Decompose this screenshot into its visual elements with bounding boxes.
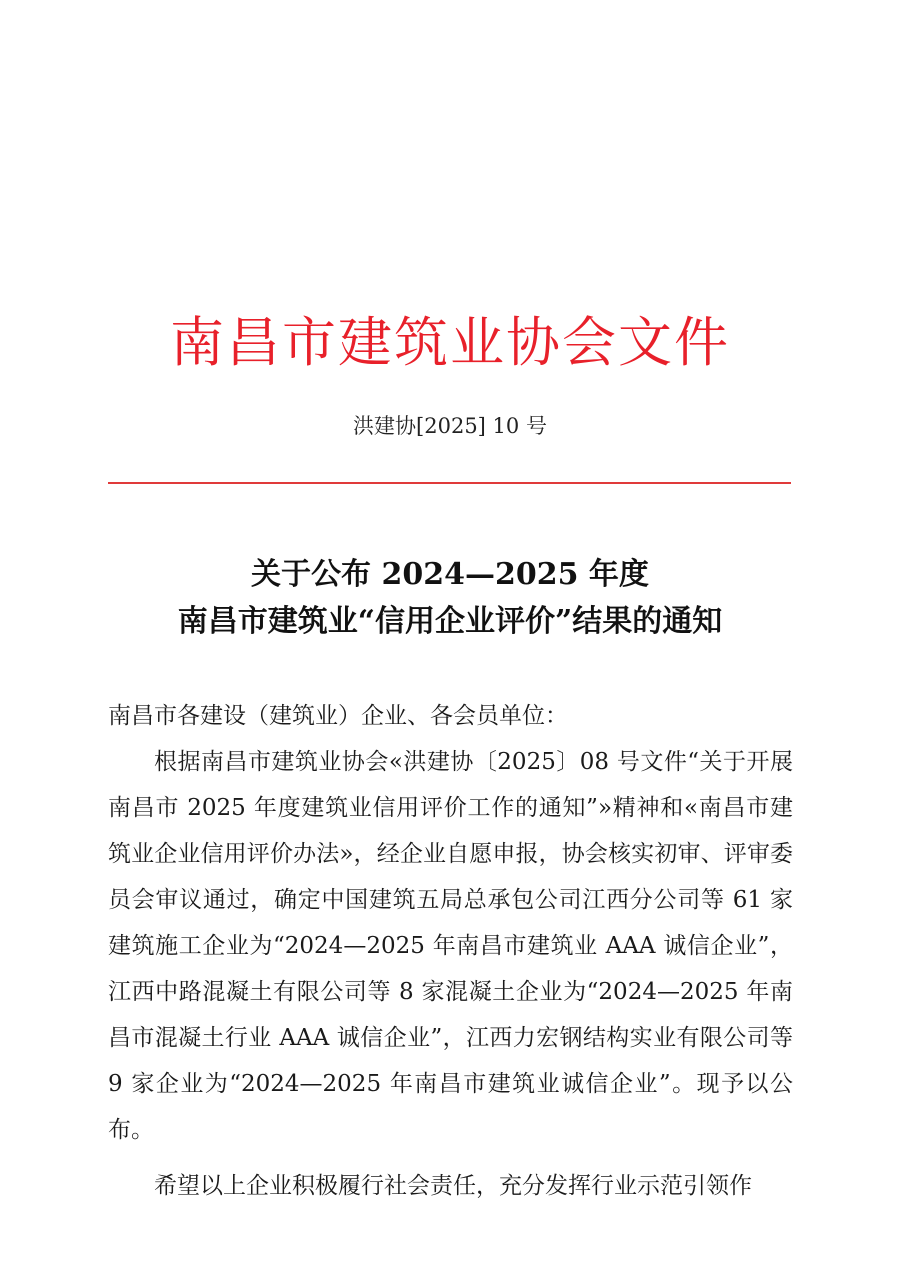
document-header-title: 南昌市建筑业协会文件 <box>170 311 730 374</box>
notice-title-line-2: 南昌市建筑业“信用企业评价”结果的通知 <box>177 604 723 639</box>
body-paragraph-2: 希望以上企业积极履行社会责任，充分发挥行业示范引领作 <box>154 1173 752 1199</box>
header-divider <box>108 482 791 484</box>
salutation: 南昌市各建设（建筑业）企业、各会员单位： <box>108 703 568 729</box>
body-paragraph-1: 根据南昌市建筑业协会«洪建协〔2025〕08 号文件“关于开展南昌市 2025 年度建筑业信用评价工作的通知”»精神和«南昌市建筑业企业信用评价办法»，经企业自愿申报，协会核实初审、评审委员会审议通过，确定中国建筑五局总承包公司江西分公司等 61 家建筑施工企业为“2024—2025 年南昌市建筑业 AAA 诚信企业”，江西中路混凝土有限公司等 8 家混凝土企业为“2024—2025 年南昌市混凝土行业 AAA 诚信企业”，江西力宏钢结构实业有限公司等 9 家企业为“2024—2025 年南昌市建筑业诚信企业”。现予以公布。 <box>108 749 793 1143</box>
document-number: 洪建协[2025] 10 号 <box>353 414 547 438</box>
notice-title-line-1: 关于公布 2024—2025 年度 <box>251 557 649 592</box>
